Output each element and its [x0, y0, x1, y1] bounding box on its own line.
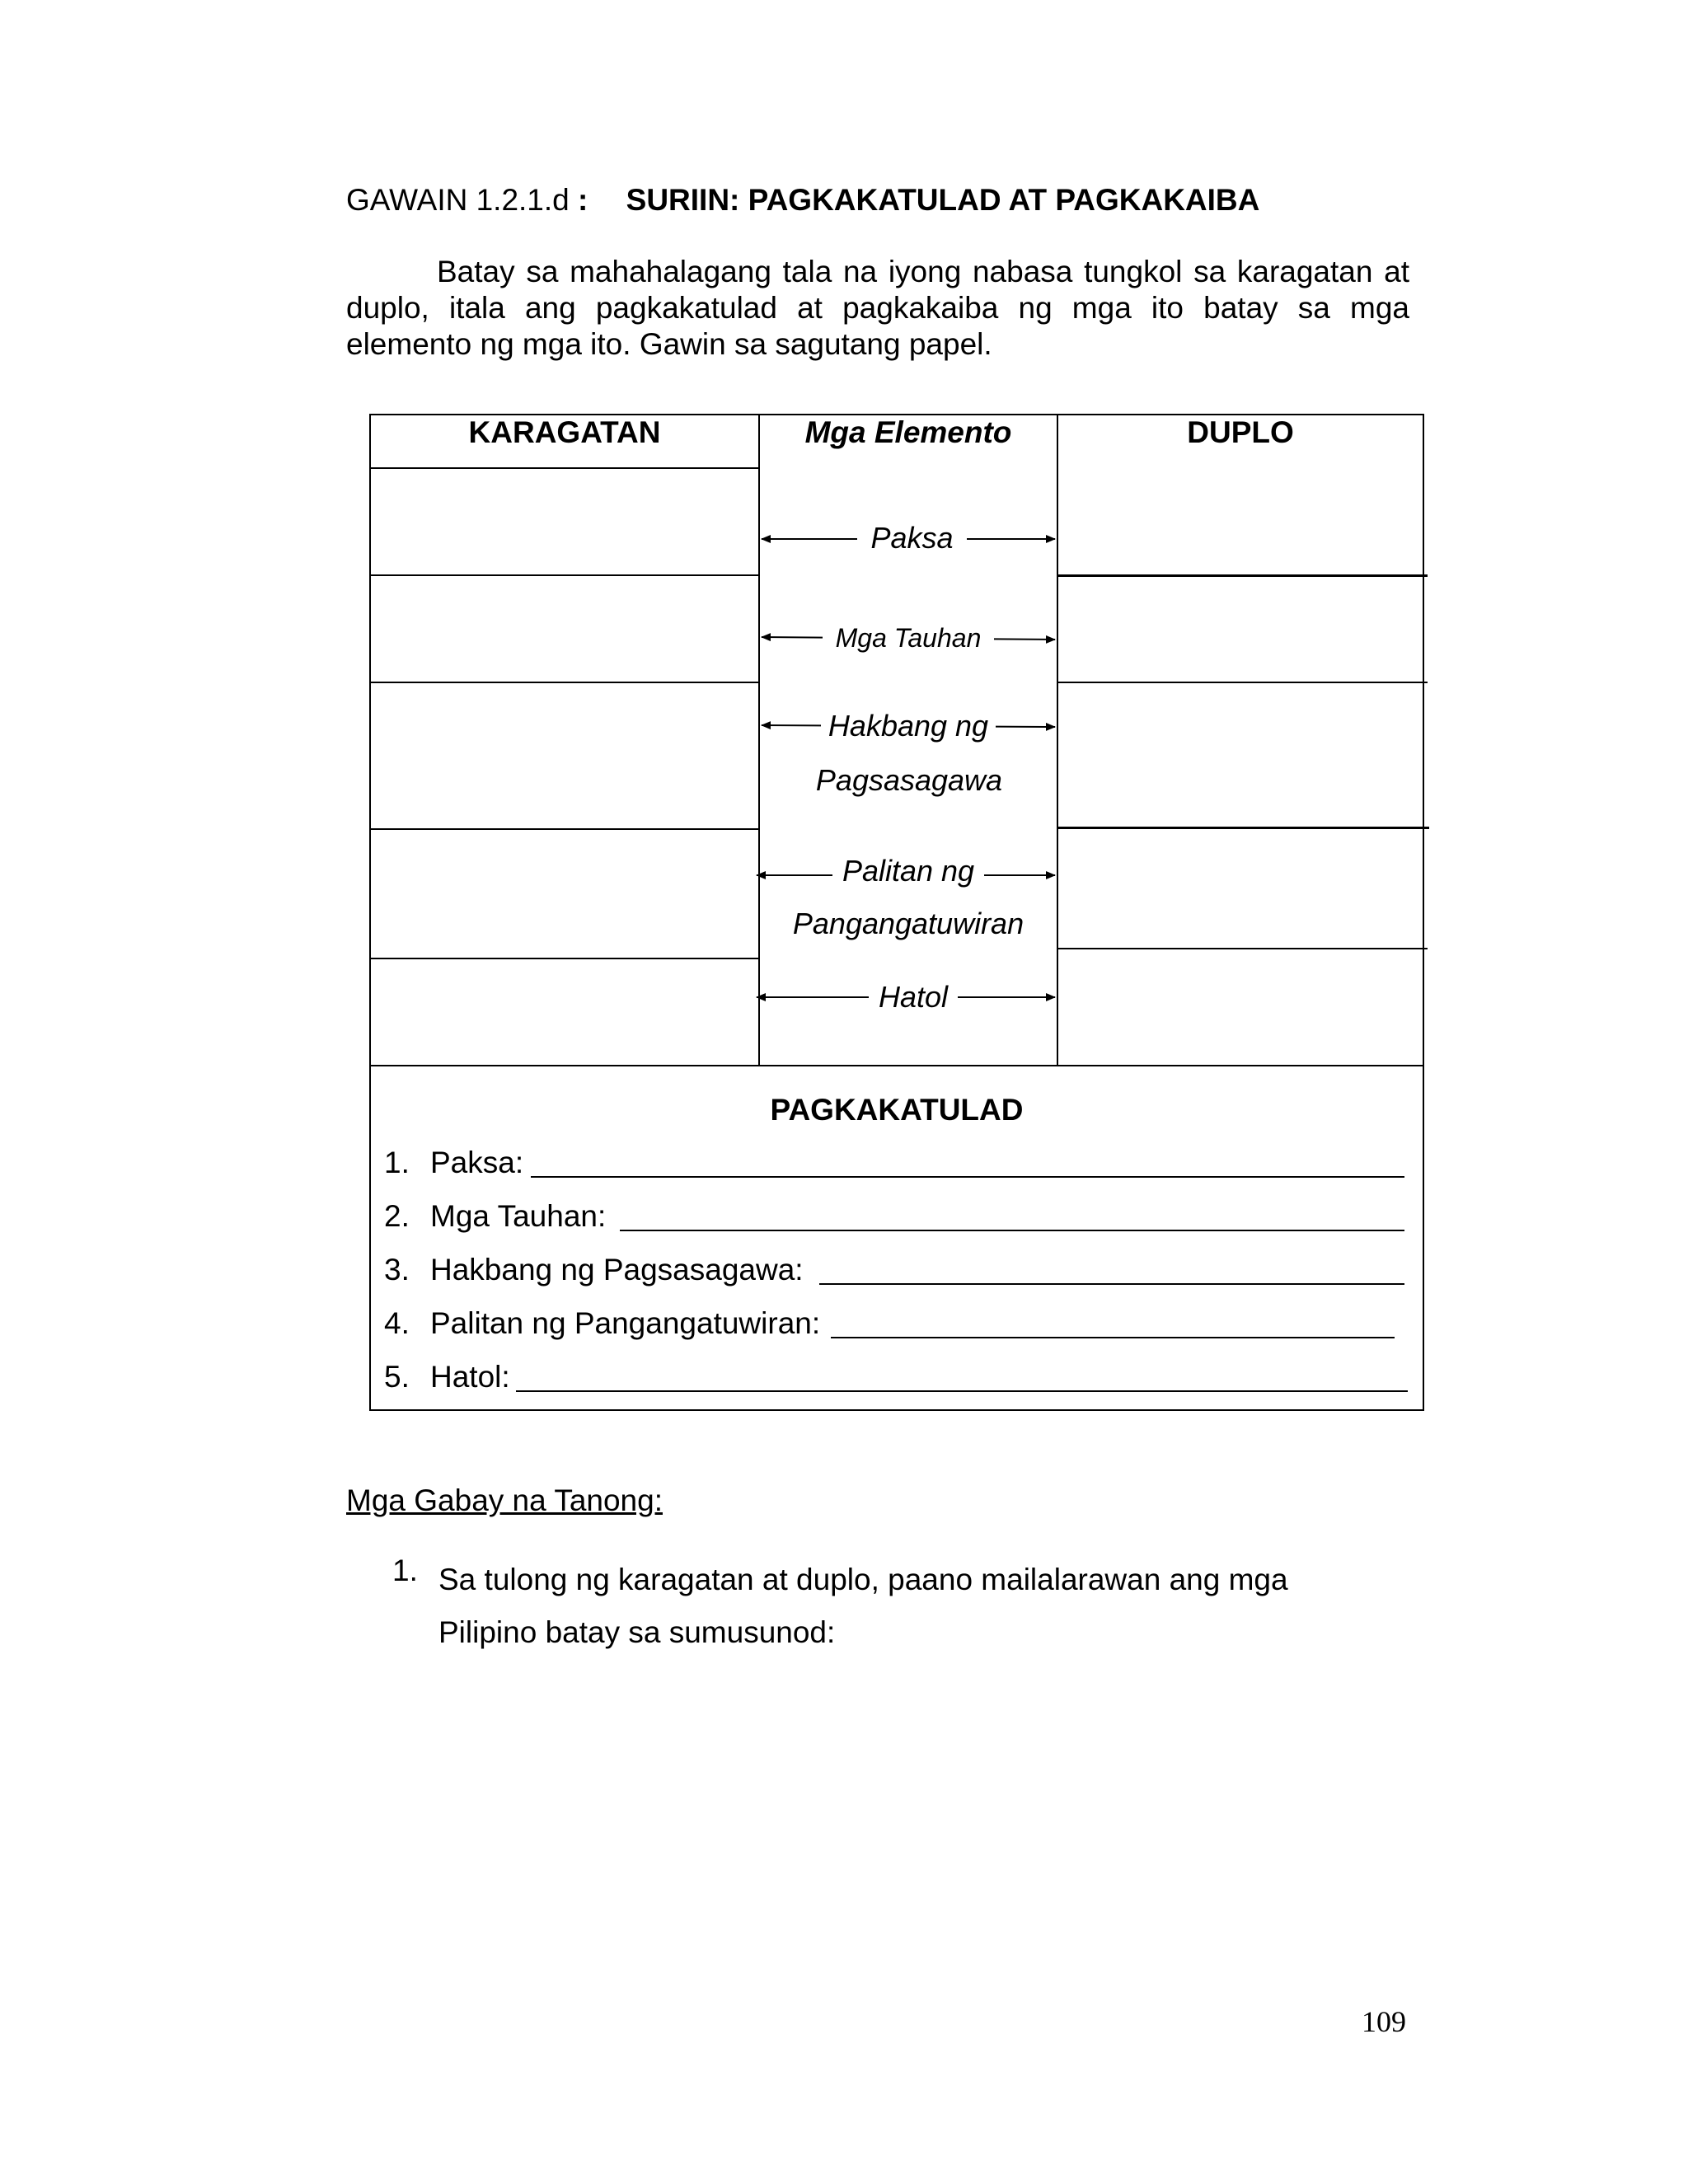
mga-elemento-header: Mga Elemento — [804, 415, 1012, 449]
table-border-bottom — [369, 1409, 1424, 1411]
answer-line-mga-tauhan[interactable] — [620, 1230, 1404, 1231]
item-label: Paksa: — [430, 1146, 524, 1179]
item-label: Palitan ng Pangangatuwiran: — [430, 1306, 821, 1340]
element-label-hakbang: Hakbang ng — [821, 709, 996, 743]
answer-line-palitan[interactable] — [831, 1337, 1395, 1338]
element-label-paksa: Paksa — [857, 521, 967, 555]
item-label: Mga Tauhan: — [430, 1199, 607, 1233]
element-label-pangangatuwiran: Pangangatuwiran — [781, 907, 1035, 941]
element-label-mga-tauhan: Mga Tauhan — [823, 623, 994, 654]
answer-line-paksa[interactable] — [531, 1176, 1404, 1178]
question-text: Sa tulong ng karagatan at duplo, paano mailalarawan ang mga Pilipino batay sa sumusunod: — [438, 1563, 1288, 1649]
guide-heading: Mga Gabay na Tanong: — [346, 1483, 663, 1517]
item-number: 3. — [384, 1253, 410, 1286]
activity-title: SURIIN: PAGKAKATULAD AT PAGKAKAIBA — [626, 183, 1260, 217]
item-number: 2. — [384, 1199, 410, 1233]
item-number: 4. — [384, 1306, 410, 1340]
duplo-header: DUPLO — [1187, 415, 1294, 449]
item-label: Hatol: — [430, 1360, 510, 1394]
karagatan-header: KARAGATAN — [468, 415, 661, 449]
question-number: 1. — [392, 1554, 418, 1587]
pagkakatulad-item — [384, 1306, 820, 1341]
pagkakatulad-title: PAGKAKATULAD — [770, 1093, 1024, 1127]
pagkakatulad-item — [384, 1360, 510, 1394]
page-number: 109 — [1362, 2005, 1406, 2038]
item-number: 1. — [384, 1146, 410, 1179]
answer-line-hakbang[interactable] — [819, 1283, 1404, 1285]
pagkakatulad-item — [384, 1253, 804, 1287]
item-number: 5. — [384, 1360, 410, 1394]
answer-line-hatol[interactable] — [516, 1390, 1408, 1392]
pagkakatulad-item — [384, 1146, 523, 1180]
pagkakatulad-item — [384, 1199, 606, 1234]
element-label-hatol: Hatol — [869, 980, 958, 1015]
item-label: Hakbang ng Pagsasagawa: — [430, 1253, 804, 1286]
instructions-paragraph: Batay sa mahahalagang tala na iyong nabasa tungkol sa karagatan at duplo, itala ang pagkakatulad at pagkakaiba ng mga ito batay sa mga elemento ng mga ito. Gawin sa sagutang papel. — [346, 255, 1409, 361]
element-label-pagsasagawa: Pagsasagawa — [801, 763, 1017, 798]
element-label-palitan: Palitan ng — [832, 854, 984, 888]
activity-colon: : — [578, 183, 588, 217]
activity-code: GAWAIN 1.2.1.d — [346, 183, 570, 217]
